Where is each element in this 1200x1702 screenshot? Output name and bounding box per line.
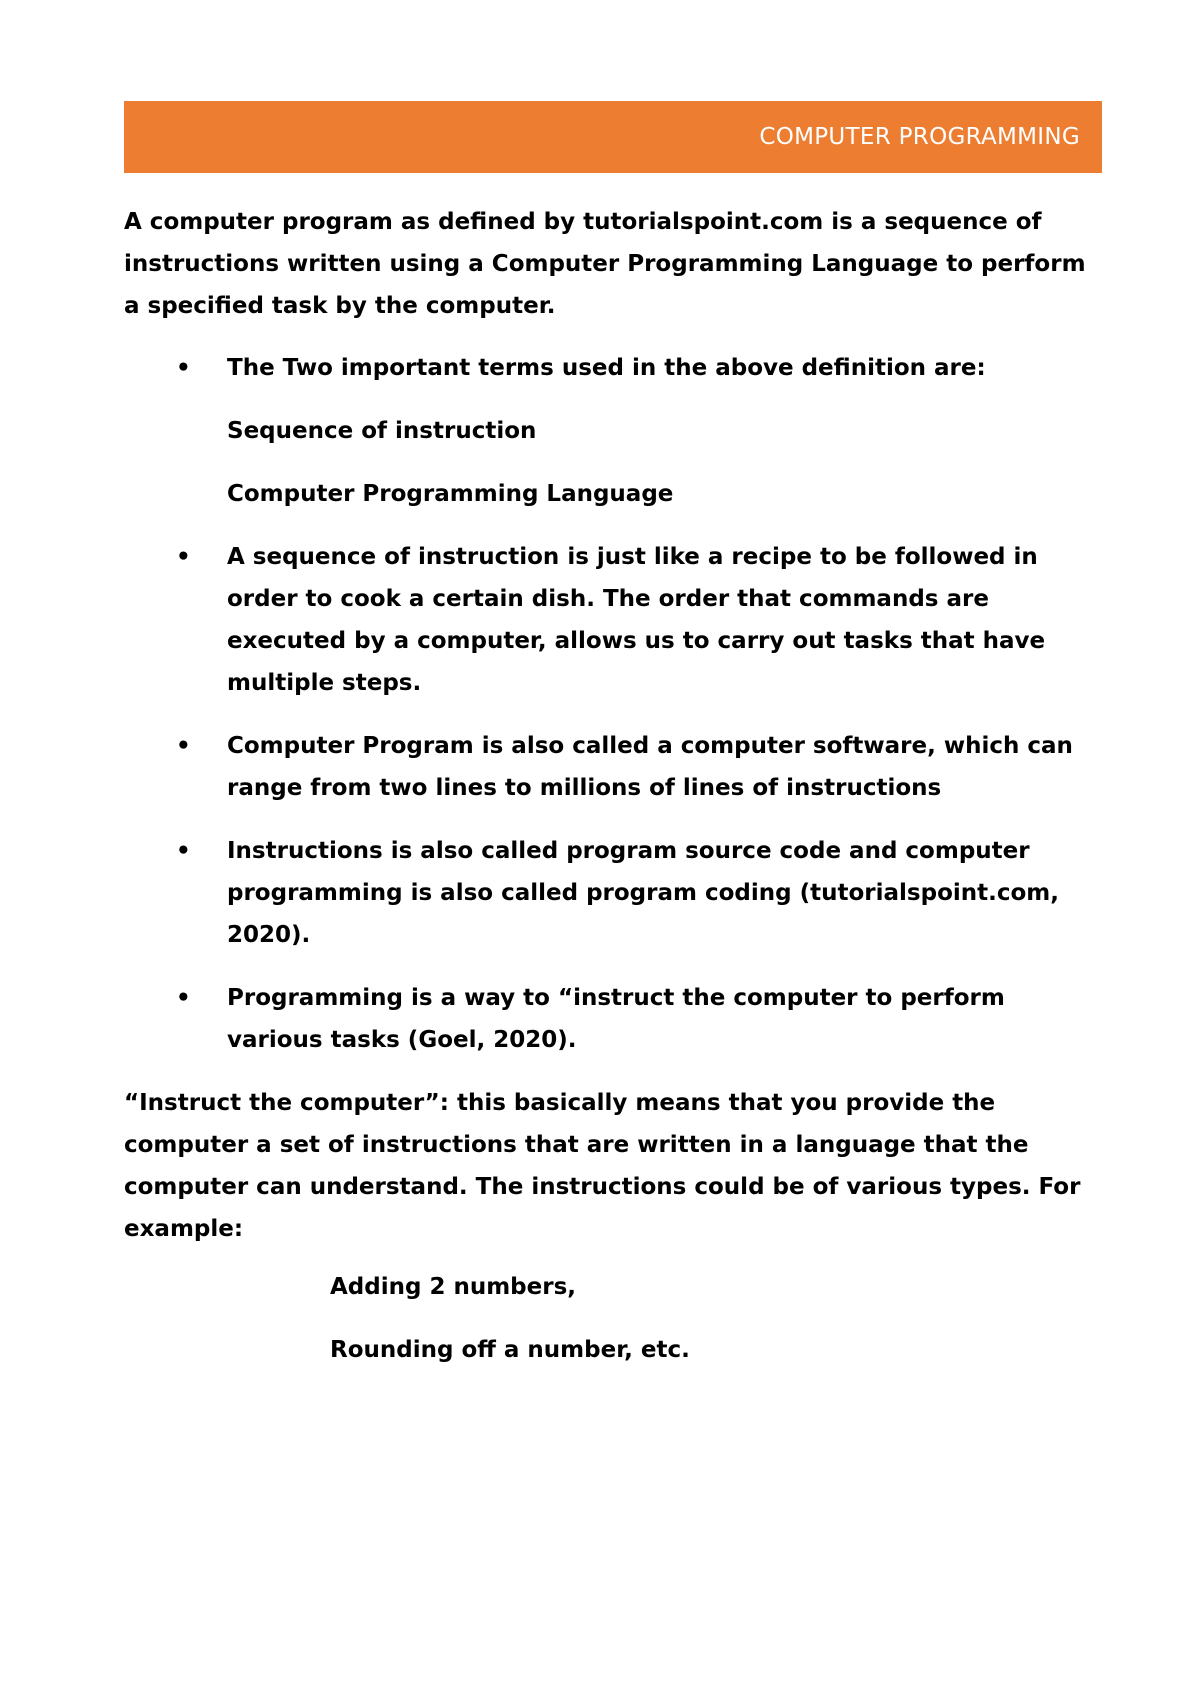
list-item (124, 536, 1102, 704)
bullet-icon: • (176, 985, 191, 1011)
list-item (124, 347, 1102, 515)
list-item (124, 830, 1102, 956)
sub-item: Sequence of instruction (227, 418, 537, 444)
list-item (124, 977, 1102, 1061)
example-item: Adding 2 numbers, (330, 1274, 577, 1300)
document-page (124, 101, 1102, 1392)
bullet-icon: • (176, 838, 191, 864)
bullet-list (124, 347, 1102, 1061)
bullet-icon: • (176, 733, 191, 759)
header-banner (124, 101, 1102, 173)
bullet-text: Computer Program is also called a computer software, which can range from two lines to millions of lines of instructions (227, 733, 1073, 801)
bullet-icon: • (176, 355, 191, 381)
example-item: Rounding off a number, etc. (330, 1337, 690, 1363)
header-title: COMPUTER PROGRAMMING (759, 124, 1080, 150)
closing-paragraph: “Instruct the computer”: this basically means that you provide the computer a set of instructions that are written in a language that the computer can understand. The instructions could be of various types. For example: (124, 1090, 1081, 1242)
examples-block (124, 1266, 1102, 1371)
bullet-text: Programming is a way to “instruct the computer to perform various tasks (Goel, 2020). (227, 985, 1005, 1053)
intro-paragraph: A computer program as defined by tutorialspoint.com is a sequence of instructions written using a Computer Programming Language to perform a specified task by the computer. (124, 209, 1086, 319)
bullet-text: The Two important terms used in the above definition are: (227, 355, 986, 381)
bullet-text: Instructions is also called program source code and computer programming is also called program coding (tutorialspoint.com, 2020). (227, 838, 1059, 948)
bullet-icon: • (176, 544, 191, 570)
sub-item: Computer Programming Language (227, 481, 674, 507)
list-item (124, 725, 1102, 809)
bullet-text: A sequence of instruction is just like a recipe to be followed in order to cook a certain dish. The order that commands are executed by a computer, allows us to carry out tasks that have multiple steps. (227, 544, 1046, 696)
